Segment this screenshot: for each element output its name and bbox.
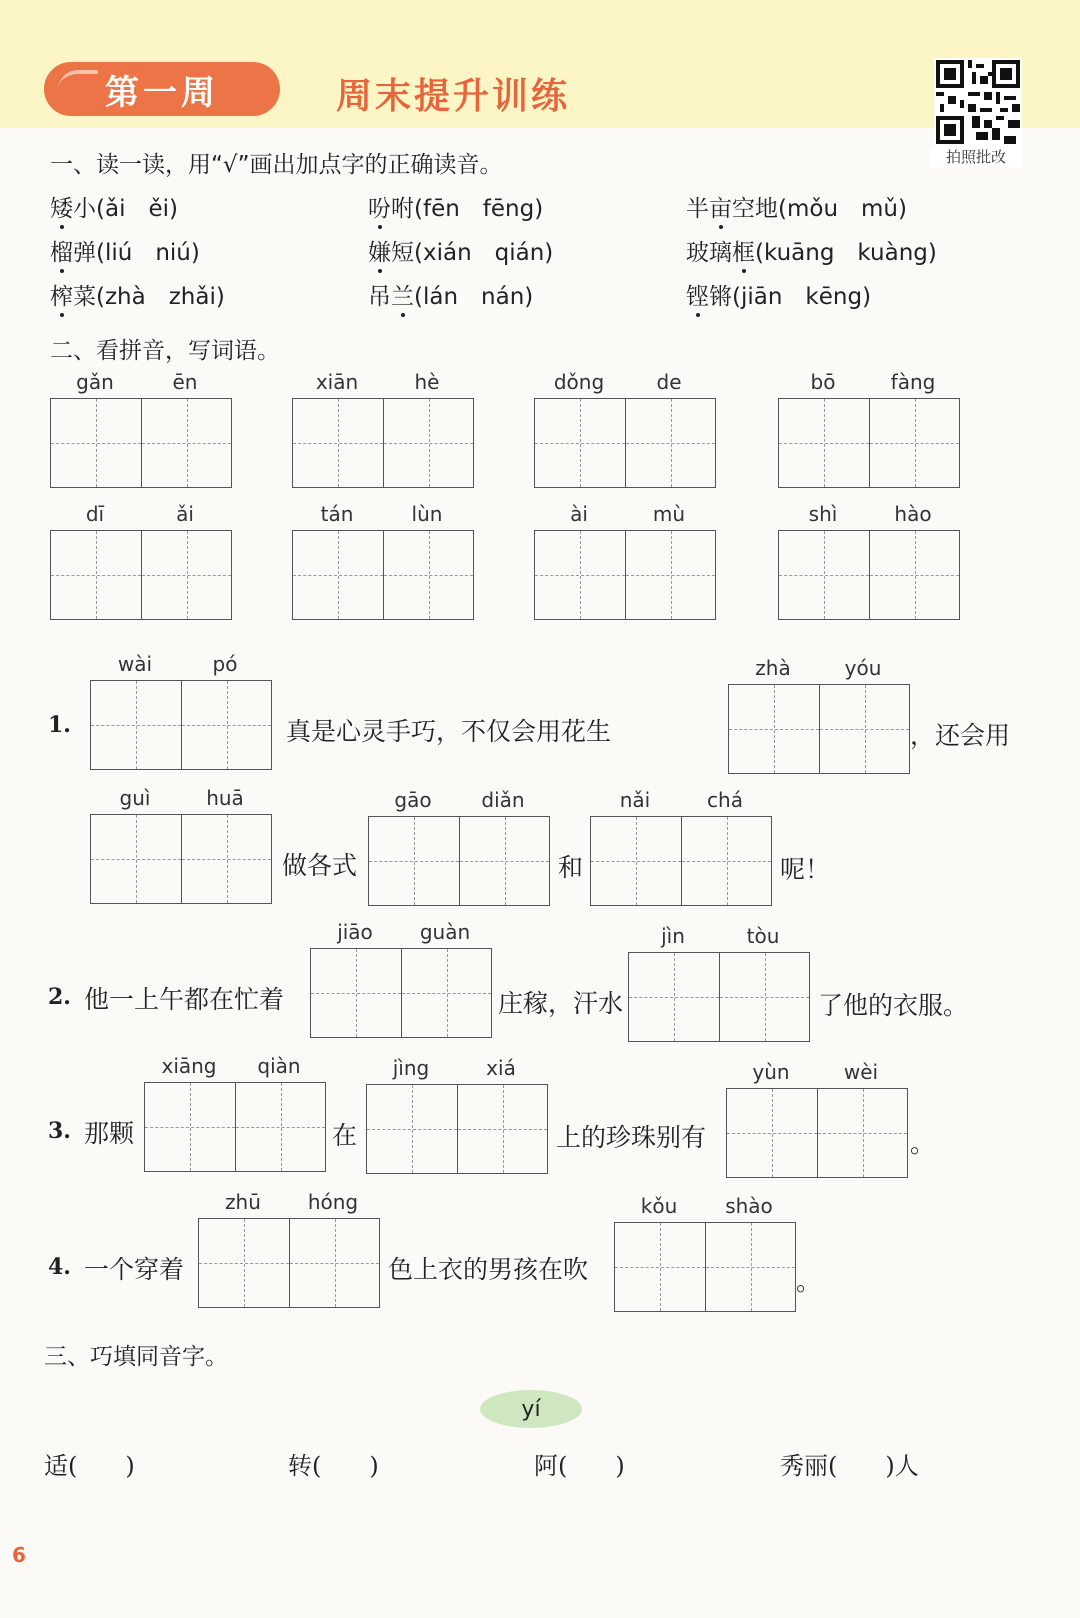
pinyin-label: wài	[117, 652, 153, 676]
week-tag	[44, 62, 280, 116]
qr-caption: 拍照批改	[930, 146, 1022, 167]
writing-square[interactable]	[383, 531, 473, 619]
sentence-text: 了他的衣服。	[818, 991, 969, 1020]
writing-square[interactable]	[141, 399, 231, 487]
sentence-text: 做各式	[282, 851, 358, 880]
pinyin-label: xiá	[486, 1056, 516, 1080]
sentence-text: 他一上午都在忙着	[84, 985, 285, 1014]
pinyin-label: hè	[414, 370, 440, 394]
item-text: 菜(zhà zhǎi)	[73, 284, 225, 310]
dotted-char: 榴	[50, 234, 73, 267]
writing-square[interactable]	[51, 531, 141, 619]
pinyin-label: yùn	[752, 1060, 790, 1084]
sentence-text: 那颗	[84, 1119, 135, 1148]
item-text: (lán nán)	[414, 284, 534, 310]
writing-square[interactable]	[145, 1083, 235, 1171]
pinyin-label: gāo	[394, 788, 432, 812]
writing-square[interactable]	[383, 399, 473, 487]
pinyin-label: de	[656, 370, 682, 394]
pinyin-label: xiān	[315, 370, 359, 394]
pinyin-label: zhà	[755, 656, 791, 680]
writing-square[interactable]	[625, 531, 715, 619]
pinyin-label: bō	[810, 370, 836, 394]
writing-square[interactable]	[293, 399, 383, 487]
pinyin-label: hào	[894, 502, 932, 526]
section2-title: 二、看拼音，写词语。	[50, 338, 280, 364]
item-text: 玻璃	[686, 240, 732, 266]
sentence-number: 3.	[48, 1118, 71, 1144]
item-text: 咐(fēn fēng)	[391, 196, 544, 222]
writing-square[interactable]	[293, 531, 383, 619]
sentence-text: ，还会用	[910, 721, 1011, 750]
pinyin-label: qiàn	[257, 1054, 301, 1078]
writing-square[interactable]	[625, 399, 715, 487]
dotted-char: 吩	[368, 190, 391, 223]
writing-square[interactable]	[779, 531, 869, 619]
pronunciation-item[interactable]	[50, 278, 225, 311]
writing-square[interactable]	[235, 1083, 325, 1171]
sentence-text: 真是心灵手巧，不仅会用花生	[286, 717, 612, 746]
writing-square[interactable]	[615, 1223, 705, 1311]
writing-square[interactable]	[91, 681, 181, 769]
homophone-item: 适( )	[44, 1452, 135, 1480]
pronunciation-item[interactable]	[368, 234, 553, 267]
sentence-text: 。	[796, 1267, 822, 1296]
sentence-text: 上的珍珠别有	[556, 1123, 707, 1152]
dotted-char: 榨	[50, 278, 73, 311]
pinyin-label: ài	[570, 502, 588, 526]
pinyin-label: dī	[85, 502, 105, 526]
pinyin-oval	[480, 1390, 582, 1428]
writing-square[interactable]	[727, 1089, 817, 1177]
pronunciation-item[interactable]	[368, 278, 533, 311]
writing-square[interactable]	[141, 531, 231, 619]
pinyin-oval-text: yí	[521, 1396, 541, 1422]
writing-square[interactable]	[181, 815, 271, 903]
pinyin-label: jìng	[392, 1056, 430, 1080]
item-text: 锵(jiān kēng)	[709, 284, 872, 310]
page-title: 周末提升训练	[336, 76, 571, 117]
pinyin-label: guàn	[419, 920, 471, 944]
writing-square[interactable]	[719, 953, 809, 1041]
writing-square[interactable]	[869, 531, 959, 619]
pronunciation-item[interactable]	[686, 234, 937, 267]
writing-square[interactable]	[869, 399, 959, 487]
pinyin-label: lùn	[411, 502, 443, 526]
dotted-char: 亩	[709, 190, 732, 223]
pronunciation-item[interactable]	[686, 278, 871, 311]
writing-square[interactable]	[459, 817, 549, 905]
pinyin-label: kǒu	[640, 1194, 678, 1218]
writing-square[interactable]	[91, 815, 181, 903]
writing-square[interactable]	[181, 681, 271, 769]
writing-square[interactable]	[629, 953, 719, 1041]
pronunciation-item[interactable]	[50, 234, 200, 267]
homophone-item: 转( )	[288, 1452, 379, 1480]
sentence-text: 呢！	[780, 855, 831, 884]
item-text: 弹(liú niú)	[73, 240, 200, 266]
homophone-item: 秀丽( )人	[780, 1452, 919, 1480]
dotted-char: 矮	[50, 190, 73, 223]
item-text: 短(xián qián)	[391, 240, 554, 266]
section1-title: 一、读一读，用“√”画出加点字的正确读音。	[50, 152, 503, 178]
pinyin-label: dǒng	[553, 370, 605, 394]
writing-square[interactable]	[817, 1089, 907, 1177]
sentence-number: 2.	[48, 984, 71, 1010]
pinyin-label: hóng	[307, 1190, 359, 1214]
pinyin-label: yóu	[844, 656, 882, 680]
sentence-text: 色上衣的男孩在吹	[388, 1255, 589, 1284]
pinyin-label: jìn	[661, 924, 685, 948]
writing-square[interactable]	[311, 949, 401, 1037]
dotted-char: 铿	[686, 278, 709, 311]
writing-square[interactable]	[535, 399, 625, 487]
item-text: 吊	[368, 284, 391, 310]
sentence-text: 和	[558, 853, 584, 882]
item-text: 小(ǎi ěi)	[73, 196, 178, 222]
pinyin-label: jiāo	[337, 920, 373, 944]
writing-square[interactable]	[199, 1219, 289, 1307]
qr-code-icon[interactable]	[934, 58, 1022, 146]
writing-square[interactable]	[681, 817, 771, 905]
pinyin-label: nǎi	[619, 788, 651, 812]
item-text: (kuāng kuàng)	[755, 240, 937, 266]
homophone-item: 阿( )	[534, 1452, 625, 1480]
writing-square[interactable]	[591, 817, 681, 905]
pinyin-label: huā	[206, 786, 244, 810]
pinyin-label: pó	[212, 652, 238, 676]
dotted-char: 嫌	[368, 234, 391, 267]
pinyin-label: tòu	[746, 924, 780, 948]
dotted-char: 兰	[391, 278, 414, 311]
pinyin-label: ēn	[172, 370, 198, 394]
pinyin-label: shì	[808, 502, 838, 526]
pinyin-label: xiāng	[161, 1054, 217, 1078]
pinyin-label: wèi	[843, 1060, 879, 1084]
pinyin-label: ǎi	[176, 502, 194, 526]
pronunciation-item[interactable]	[368, 190, 543, 223]
writing-square[interactable]	[535, 531, 625, 619]
pinyin-label: chá	[707, 788, 743, 812]
sentence-text: 庄稼，汗水	[498, 989, 624, 1018]
sentence-text: 。	[910, 1129, 936, 1158]
pinyin-label: tán	[320, 502, 354, 526]
pinyin-label: guì	[119, 786, 151, 810]
writing-square[interactable]	[401, 949, 491, 1037]
item-text: 空地(mǒu mǔ)	[732, 196, 907, 222]
sentence-text: 一个穿着	[84, 1255, 185, 1284]
writing-square[interactable]	[367, 1085, 457, 1173]
pinyin-label: shào	[725, 1194, 773, 1218]
item-text: 半	[686, 196, 709, 222]
pronunciation-item[interactable]	[50, 190, 178, 223]
pinyin-label: mù	[652, 502, 686, 526]
writing-square[interactable]	[779, 399, 869, 487]
writing-square[interactable]	[289, 1219, 379, 1307]
week-label: 第一周	[105, 72, 219, 113]
dotted-char: 框	[732, 234, 755, 267]
sentence-text: 在	[332, 1121, 358, 1150]
writing-square[interactable]	[729, 685, 819, 773]
pinyin-label: diǎn	[481, 788, 525, 812]
sentence-number: 4.	[48, 1254, 71, 1280]
pinyin-label: zhū	[225, 1190, 261, 1214]
writing-square[interactable]	[369, 817, 459, 905]
page-number: 6	[12, 1543, 26, 1567]
pronunciation-item[interactable]	[686, 190, 907, 223]
pinyin-label: fàng	[890, 370, 936, 394]
writing-square[interactable]	[705, 1223, 795, 1311]
section3-title: 三、巧填同音字。	[44, 1344, 228, 1370]
writing-square[interactable]	[51, 399, 141, 487]
writing-square[interactable]	[819, 685, 909, 773]
pinyin-label: gǎn	[76, 370, 114, 394]
sentence-number: 1.	[48, 712, 71, 738]
writing-square[interactable]	[457, 1085, 547, 1173]
